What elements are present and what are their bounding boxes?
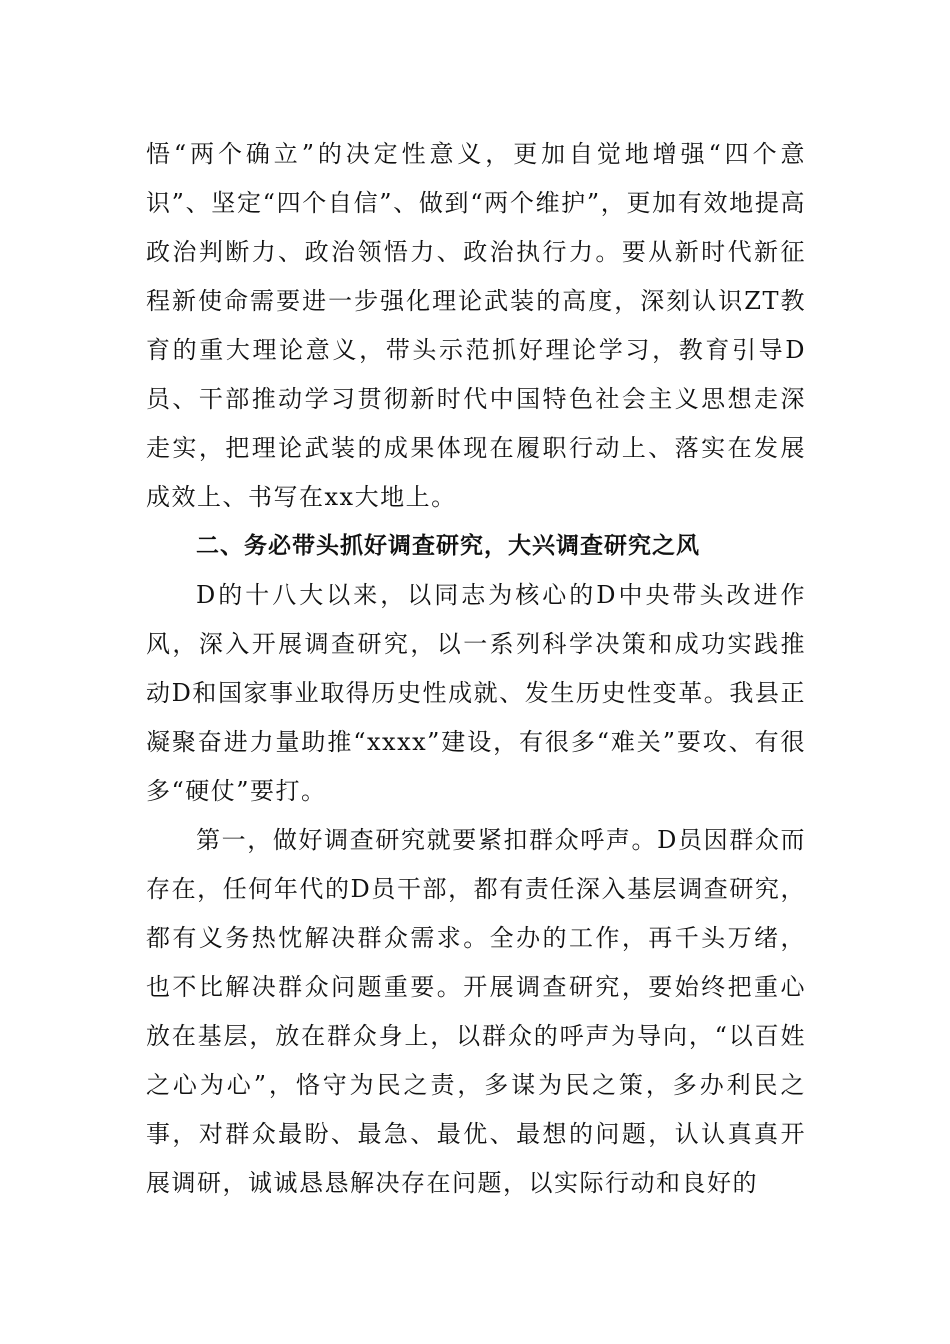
paragraph-first-point: 第一，做好调查研究就要紧扣群众呼声。D员因群众而存在，任何年代的D员干部，都有责任深入基层调查研究，都有义务热忱解决群众需求。全办的工作，再千头万绪，也不比解决群众问题重要。开展调查研究，要始终把重心放在基层，放在群众身上，以群众的呼声为导向，“以百姓之心为心”，恪守为民之责，多谋为民之策，多办利民之事，对群众最盼、最急、最优、最想的问题，认认真真开展调研，诚诚恳恳解决存在问题，以实际行动和良好的 (146, 826, 806, 1197)
paragraph-section-intro: D的十八大以来，以同志为核心的D中央带头改进作风，深入开展调查研究，以一系列科学决策和成功实践推动D和国家事业取得历史性成就、发生历史性变革。我县正凝聚奋进力量助推“xxxx”建设，有很多“难关”要攻、有很多“硬仗”要打。 (146, 581, 806, 805)
paragraph-continued: 悟“两个确立”的决定性意义，更加自觉地增强“四个意识”、坚定“四个自信”、做到“两个维护”，更加有效地提高政治判断力、政治领悟力、政治执行力。要从新时代新征程新使命需要进一步强化理论武装的高度，深刻认识ZT教育的重大理论意义，带头示范抓好理论学习，教育引导D员、干部推动学习贯彻新时代中国特色社会主义思想走深走实，把理论武装的成果体现在履职行动上、落实在发展成效上、书写在xx大地上。 (146, 140, 806, 511)
section-heading: 二、务必带头抓好调查研究，大兴调查研究之风 (196, 533, 700, 559)
document-body (146, 130, 806, 1208)
